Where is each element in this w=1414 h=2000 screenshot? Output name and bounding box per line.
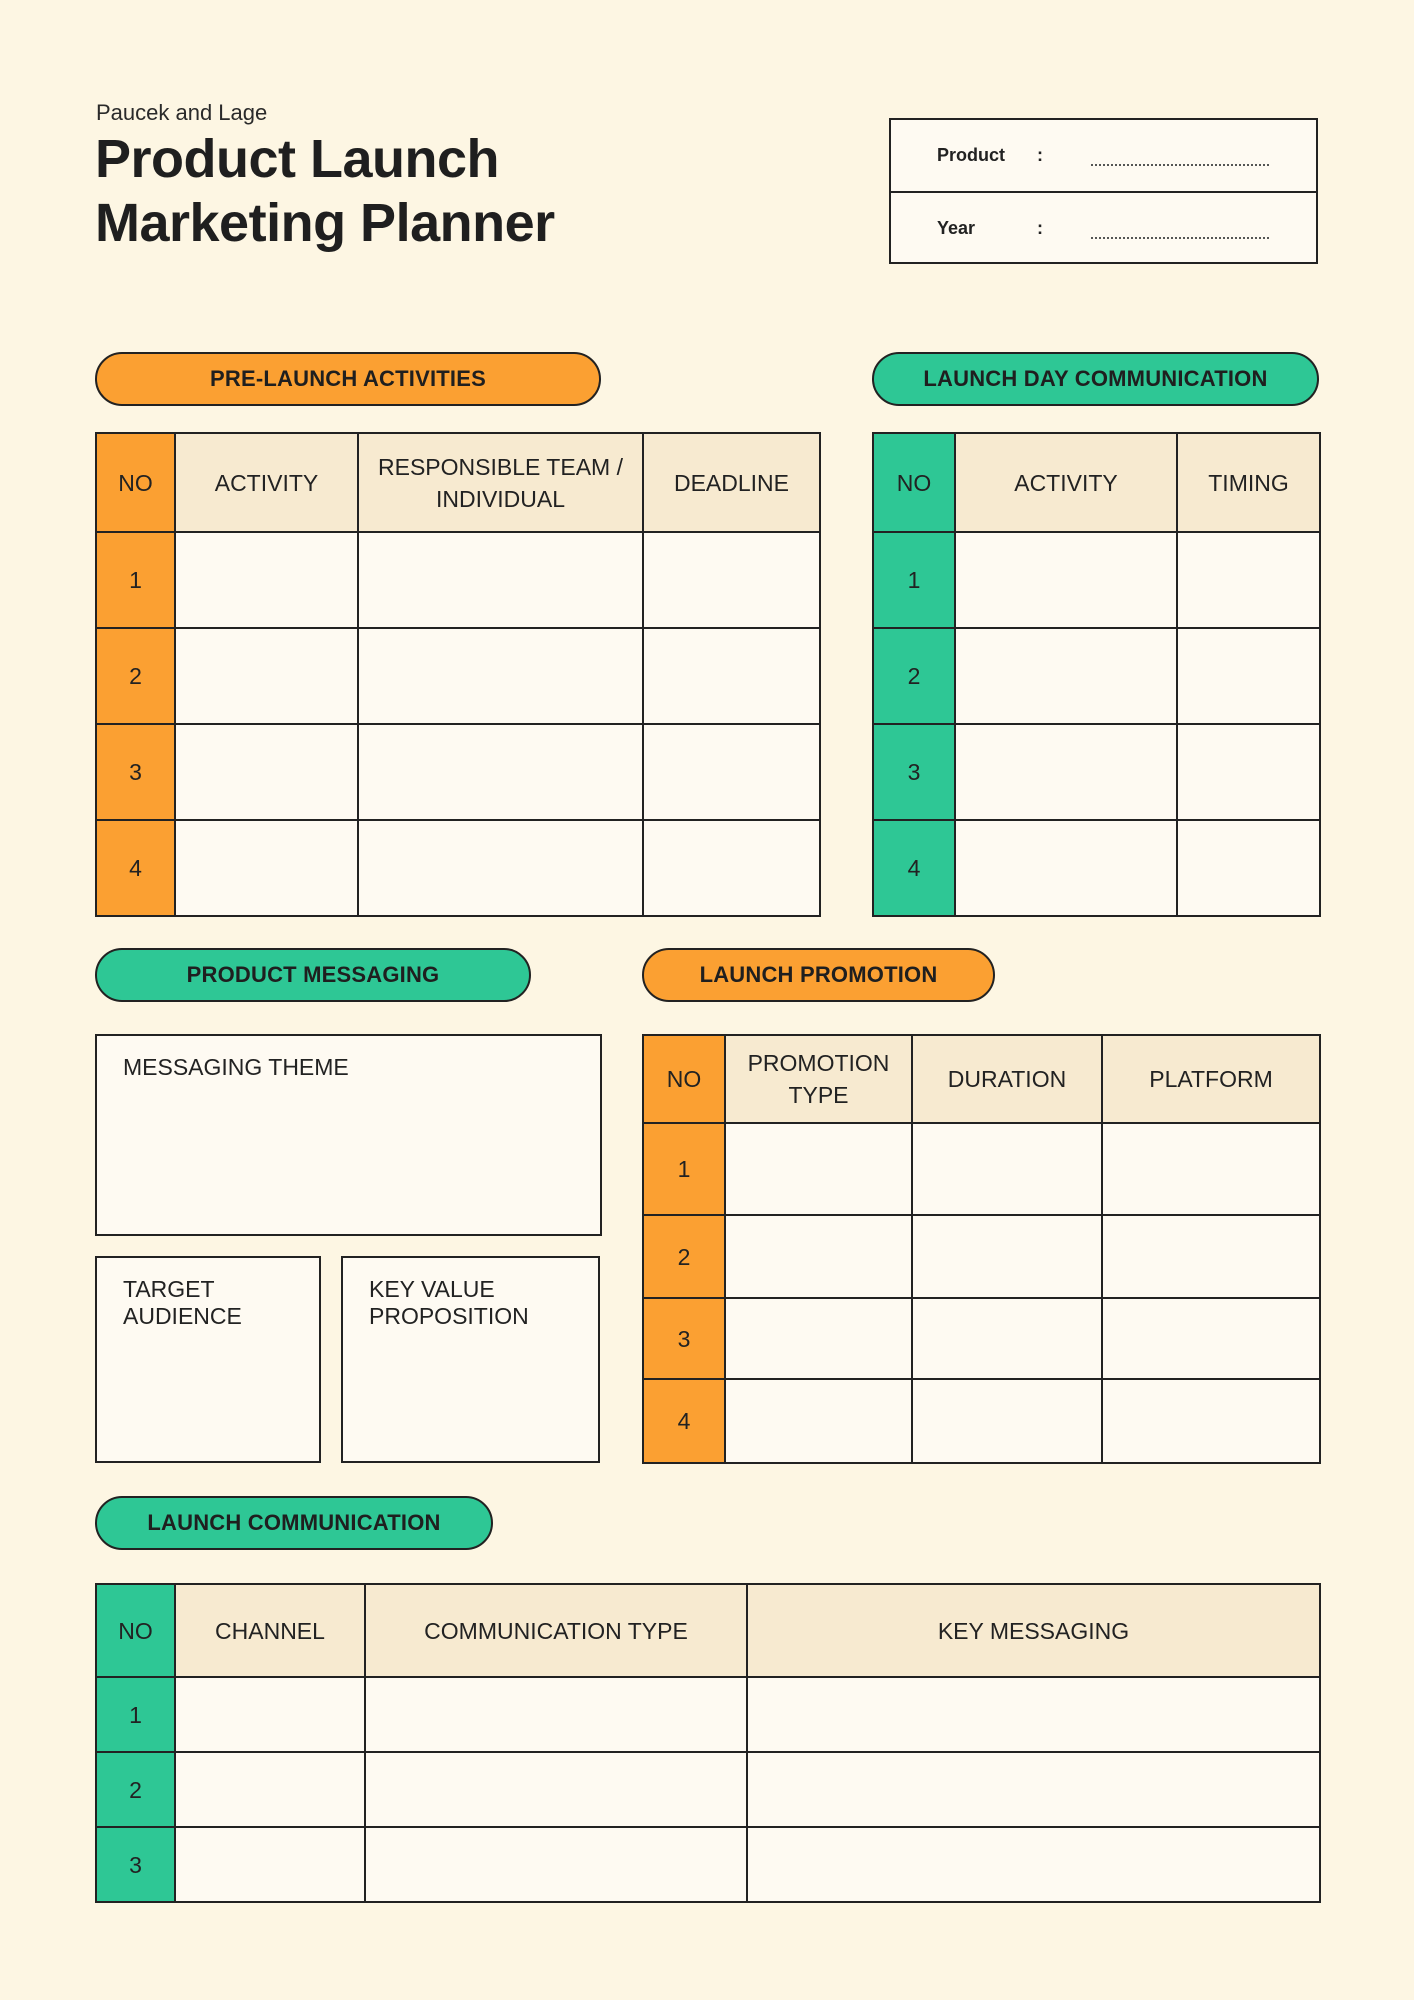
year-label: Year [937, 218, 976, 238]
row-number: 2 [96, 1752, 175, 1827]
table-row [643, 1123, 1320, 1215]
target-audience-box[interactable] [95, 1256, 321, 1463]
company-name: Paucek and Lage [96, 100, 268, 125]
table-row [96, 532, 820, 628]
product-colon: : [1037, 145, 1043, 165]
title-line-1: Product Launch [95, 129, 500, 189]
row-number: 1 [96, 1677, 175, 1752]
table-cell[interactable] [175, 1827, 365, 1902]
messaging-theme-box[interactable] [95, 1034, 602, 1236]
table-cell[interactable] [358, 820, 643, 916]
column-header: DEADLINE [643, 433, 820, 532]
table-cell[interactable] [175, 1752, 365, 1827]
column-header: NO [96, 433, 175, 532]
year-input-line[interactable] [1091, 219, 1269, 239]
table-cell[interactable] [725, 1123, 912, 1215]
table-cell[interactable] [1177, 532, 1320, 628]
table-cell[interactable] [175, 724, 358, 820]
launch-day-heading: LAUNCH DAY COMMUNICATION [872, 352, 1319, 406]
product-field[interactable] [891, 120, 1316, 191]
key-value-proposition-box[interactable] [341, 1256, 600, 1463]
row-number: 3 [96, 1827, 175, 1902]
table-cell[interactable] [175, 1677, 365, 1752]
table-row [96, 724, 820, 820]
column-header: ACTIVITY [175, 433, 358, 532]
product-year-box [889, 118, 1318, 264]
row-number: 3 [96, 724, 175, 820]
table-cell[interactable] [912, 1123, 1102, 1215]
row-number: 3 [643, 1298, 725, 1379]
table-cell[interactable] [175, 628, 358, 724]
table-row [96, 820, 820, 916]
table-row [96, 1827, 1320, 1902]
launch-communication-table [95, 1583, 1321, 1903]
table-cell[interactable] [1102, 1123, 1320, 1215]
table-cell[interactable] [358, 628, 643, 724]
column-header: PLATFORM [1102, 1035, 1320, 1123]
table-cell[interactable] [912, 1215, 1102, 1298]
table-row [873, 628, 1320, 724]
table-row [643, 1379, 1320, 1463]
table-row [873, 724, 1320, 820]
table-row [96, 1677, 1320, 1752]
column-header: CHANNEL [175, 1584, 365, 1677]
row-number: 1 [873, 532, 955, 628]
table-cell[interactable] [955, 820, 1177, 916]
table-header-row [873, 433, 1320, 532]
table-cell[interactable] [643, 820, 820, 916]
column-header: NO [96, 1584, 175, 1677]
row-number: 2 [643, 1215, 725, 1298]
table-cell[interactable] [358, 724, 643, 820]
year-colon: : [1037, 218, 1043, 238]
table-cell[interactable] [747, 1677, 1320, 1752]
table-cell[interactable] [643, 628, 820, 724]
table-row [643, 1298, 1320, 1379]
column-header: COMMUNICATION TYPE [365, 1584, 747, 1677]
column-header: DURATION [912, 1035, 1102, 1123]
table-cell[interactable] [725, 1379, 912, 1463]
table-cell[interactable] [912, 1298, 1102, 1379]
table-cell[interactable] [1102, 1298, 1320, 1379]
table-row [96, 628, 820, 724]
launch-promotion-heading: LAUNCH PROMOTION [642, 948, 995, 1002]
table-row [96, 1752, 1320, 1827]
target-audience-label: TARGET AUDIENCE [123, 1276, 242, 1329]
table-cell[interactable] [747, 1827, 1320, 1902]
table-cell[interactable] [365, 1752, 747, 1827]
launch-day-table [872, 432, 1321, 917]
page-title [95, 127, 555, 255]
row-number: 1 [96, 532, 175, 628]
table-cell[interactable] [725, 1298, 912, 1379]
column-header: RESPONSIBLE TEAM / INDIVIDUAL [358, 433, 643, 532]
table-row [873, 820, 1320, 916]
table-cell[interactable] [175, 532, 358, 628]
column-header: ACTIVITY [955, 433, 1177, 532]
table-cell[interactable] [365, 1827, 747, 1902]
row-number: 3 [873, 724, 955, 820]
table-cell[interactable] [175, 820, 358, 916]
title-line-2: Marketing Planner [95, 193, 555, 253]
key-value-proposition-label: KEY VALUE PROPOSITION [369, 1276, 529, 1329]
table-cell[interactable] [725, 1215, 912, 1298]
table-cell[interactable] [643, 532, 820, 628]
table-cell[interactable] [955, 724, 1177, 820]
column-header: KEY MESSAGING [747, 1584, 1320, 1677]
product-label: Product [937, 145, 1006, 165]
table-cell[interactable] [912, 1379, 1102, 1463]
column-header: PROMOTION TYPE [725, 1035, 912, 1123]
table-cell[interactable] [1177, 724, 1320, 820]
column-header: TIMING [1177, 433, 1320, 532]
table-header-row [96, 1584, 1320, 1677]
table-cell[interactable] [747, 1752, 1320, 1827]
product-messaging-heading: PRODUCT MESSAGING [95, 948, 531, 1002]
table-cell[interactable] [1177, 820, 1320, 916]
row-number: 2 [873, 628, 955, 724]
year-field[interactable] [891, 191, 1316, 264]
row-number: 1 [643, 1123, 725, 1215]
table-row [643, 1215, 1320, 1298]
table-row [873, 532, 1320, 628]
table-header-row [96, 433, 820, 532]
table-cell[interactable] [1177, 628, 1320, 724]
row-number: 4 [643, 1379, 725, 1463]
messaging-theme-label: MESSAGING THEME [123, 1054, 349, 1080]
pre-launch-heading: PRE-LAUNCH ACTIVITIES [95, 352, 601, 406]
table-cell[interactable] [955, 532, 1177, 628]
table-cell[interactable] [365, 1677, 747, 1752]
product-input-line[interactable] [1091, 146, 1269, 166]
launch-communication-heading: LAUNCH COMMUNICATION [95, 1496, 493, 1550]
row-number: 4 [873, 820, 955, 916]
table-header-row [643, 1035, 1320, 1123]
table-cell[interactable] [643, 724, 820, 820]
column-header: NO [643, 1035, 725, 1123]
table-cell[interactable] [1102, 1379, 1320, 1463]
launch-promotion-table [642, 1034, 1321, 1464]
pre-launch-table [95, 432, 821, 917]
row-number: 2 [96, 628, 175, 724]
column-header: NO [873, 433, 955, 532]
table-cell[interactable] [955, 628, 1177, 724]
table-cell[interactable] [358, 532, 643, 628]
table-cell[interactable] [1102, 1215, 1320, 1298]
row-number: 4 [96, 820, 175, 916]
